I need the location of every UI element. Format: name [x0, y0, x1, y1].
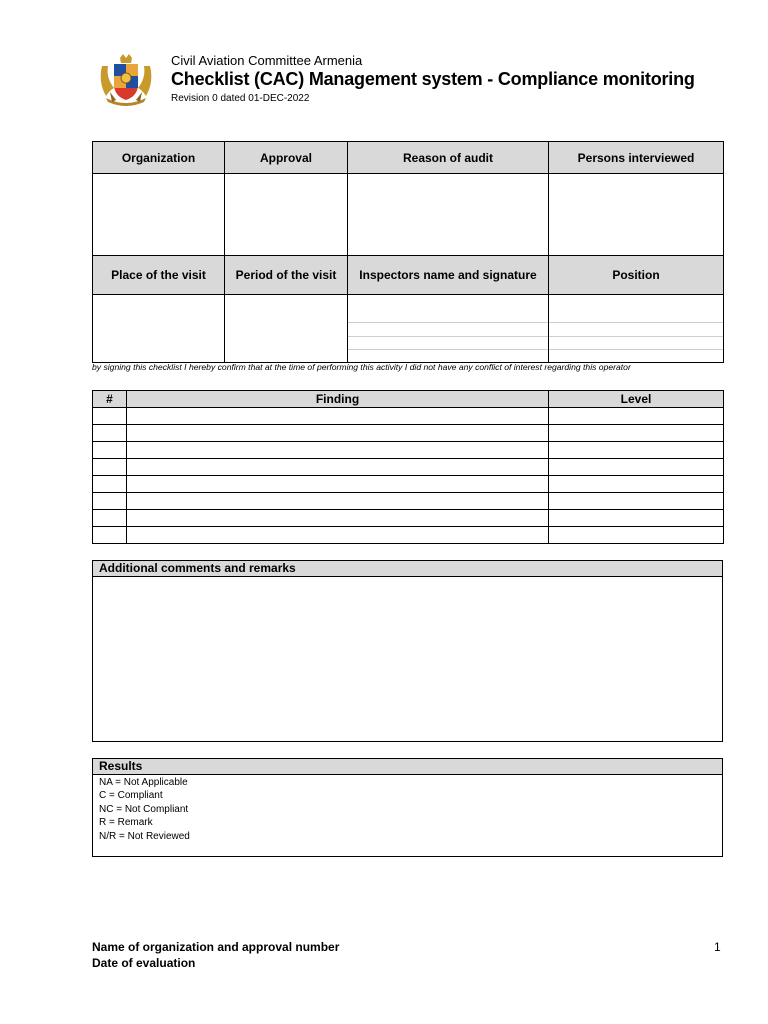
- finding-number-cell[interactable]: [93, 425, 127, 442]
- additional-comments-section: [92, 560, 723, 742]
- revision-info: Revision 0 dated 01-DEC-2022: [171, 93, 310, 104]
- legend-item: R = Remark: [99, 817, 153, 829]
- header-position: Position: [549, 256, 724, 295]
- header-finding: Finding: [127, 391, 549, 408]
- footer-organization-label: Name of organization and approval number: [92, 940, 340, 954]
- info-header-row-2: [93, 256, 724, 295]
- header-period-of-visit: Period of the visit: [225, 256, 348, 295]
- table-row: [93, 408, 724, 425]
- finding-text-cell[interactable]: [127, 527, 549, 544]
- header-number: #: [93, 391, 127, 408]
- table-row: [93, 527, 724, 544]
- place-of-visit-field[interactable]: [93, 295, 225, 363]
- audit-info-table: [92, 141, 724, 363]
- table-row: [93, 425, 724, 442]
- finding-text-cell[interactable]: [127, 425, 549, 442]
- results-section: [92, 758, 723, 857]
- finding-level-cell[interactable]: [549, 510, 724, 527]
- header-place-of-visit: Place of the visit: [93, 256, 225, 295]
- results-legend: [93, 775, 722, 844]
- organization-name: Civil Aviation Committee Armenia: [171, 53, 363, 68]
- finding-level-cell[interactable]: [549, 408, 724, 425]
- table-row: [93, 476, 724, 493]
- inspectors-signature-field[interactable]: [348, 295, 549, 363]
- organization-field[interactable]: [93, 174, 225, 256]
- legend-item: NA = Not Applicable: [99, 777, 188, 788]
- finding-text-cell[interactable]: [127, 459, 549, 476]
- info-value-row-2: [93, 295, 724, 363]
- position-field[interactable]: [549, 295, 724, 363]
- header-approval: Approval: [225, 142, 348, 174]
- findings-table: [92, 390, 724, 544]
- finding-text-cell[interactable]: [127, 442, 549, 459]
- comments-title: Additional comments and remarks: [93, 561, 722, 577]
- finding-text-cell[interactable]: [127, 476, 549, 493]
- header-level: Level: [549, 391, 724, 408]
- finding-text-cell[interactable]: [127, 493, 549, 510]
- period-of-visit-field[interactable]: [225, 295, 348, 363]
- reason-of-audit-field[interactable]: [348, 174, 549, 256]
- table-row: [93, 442, 724, 459]
- finding-number-cell[interactable]: [93, 442, 127, 459]
- finding-number-cell[interactable]: [93, 476, 127, 493]
- legend-item: NC = Not Compliant: [99, 803, 189, 815]
- finding-number-cell[interactable]: [93, 459, 127, 476]
- finding-level-cell[interactable]: [549, 493, 724, 510]
- header-inspectors-name: Inspectors name and signature: [348, 256, 549, 295]
- finding-number-cell[interactable]: [93, 408, 127, 425]
- finding-level-cell[interactable]: [549, 425, 724, 442]
- finding-text-cell[interactable]: [127, 510, 549, 527]
- findings-header-row: [93, 391, 724, 408]
- document-title: Checklist (CAC) Management system - Compliance monitoring: [171, 69, 695, 89]
- header-organization: Organization: [93, 142, 225, 174]
- page-number: 1: [714, 940, 721, 954]
- footer-date-label: Date of evaluation: [92, 956, 196, 970]
- comments-field[interactable]: [93, 577, 722, 741]
- results-title: Results: [93, 759, 722, 775]
- legend-item: C = Compliant: [99, 790, 163, 802]
- finding-level-cell[interactable]: [549, 442, 724, 459]
- header-persons-interviewed: Persons interviewed: [549, 142, 724, 174]
- conflict-of-interest-statement: by signing this checklist I hereby confirm that at the time of performing this activity I did not have any conflict of interest regarding this operator: [92, 362, 631, 372]
- info-header-row: [93, 142, 724, 174]
- info-value-row: [93, 174, 724, 256]
- finding-number-cell[interactable]: [93, 493, 127, 510]
- table-row: [93, 459, 724, 476]
- finding-level-cell[interactable]: [549, 527, 724, 544]
- approval-field[interactable]: [225, 174, 348, 256]
- finding-text-cell[interactable]: [127, 408, 549, 425]
- finding-number-cell[interactable]: [93, 527, 127, 544]
- persons-interviewed-field[interactable]: [549, 174, 724, 256]
- finding-level-cell[interactable]: [549, 476, 724, 493]
- table-row: [93, 510, 724, 527]
- header-reason-of-audit: Reason of audit: [348, 142, 549, 174]
- table-row: [93, 493, 724, 510]
- legend-item: N/R = Not Reviewed: [99, 830, 190, 842]
- armenian-coat-of-arms-icon: [96, 52, 156, 108]
- finding-number-cell[interactable]: [93, 510, 127, 527]
- finding-level-cell[interactable]: [549, 459, 724, 476]
